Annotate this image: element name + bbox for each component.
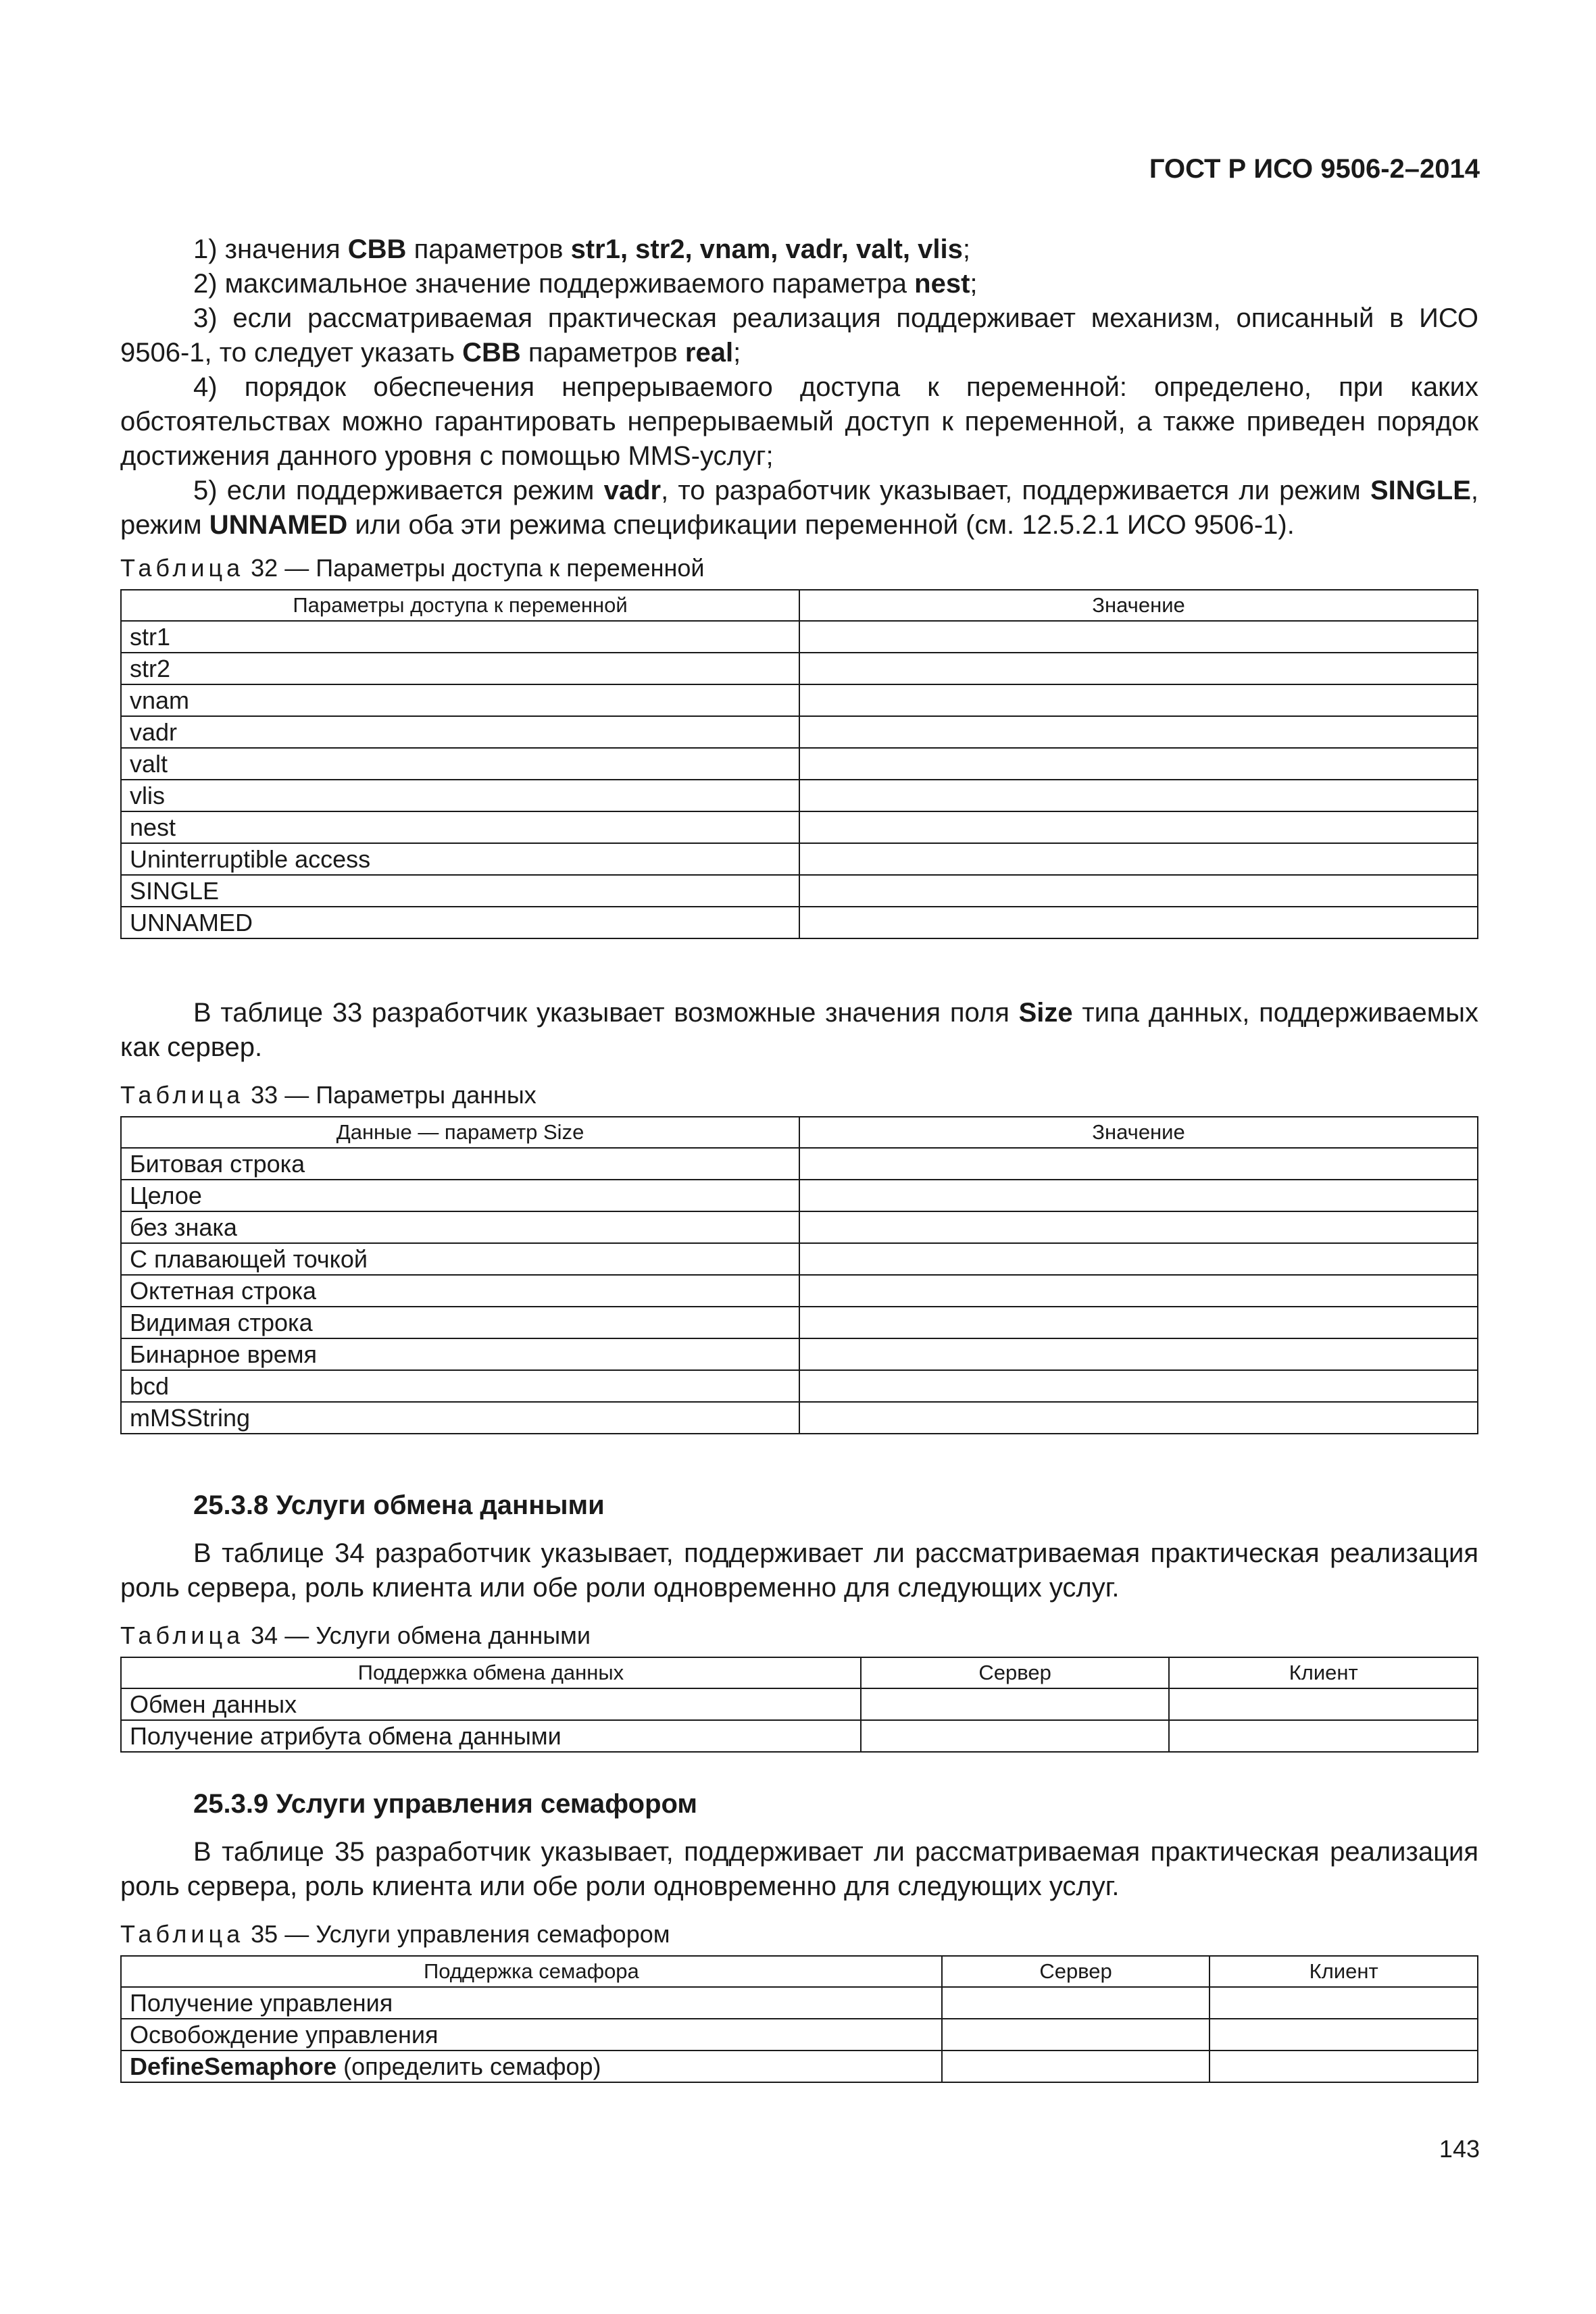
table-row <box>121 1688 1478 1720</box>
value-cell <box>799 1338 1478 1370</box>
table-header-row <box>121 1117 1478 1148</box>
column-header: Сервер <box>942 1956 1210 1987</box>
table-row <box>121 684 1478 716</box>
table-cell: vnam <box>121 684 799 716</box>
value-cell <box>799 1307 1478 1338</box>
table-cell: bcd <box>121 1370 799 1402</box>
table-row <box>121 621 1478 653</box>
value-cell <box>799 653 1478 684</box>
table-cell: valt <box>121 748 799 780</box>
table-row <box>121 1402 1478 1434</box>
value-cell <box>799 716 1478 748</box>
table-header-row <box>121 1956 1478 1987</box>
server-cell <box>942 2019 1210 2051</box>
table-cell: nest <box>121 811 799 843</box>
table-row <box>121 1307 1478 1338</box>
column-header: Значение <box>799 1117 1478 1148</box>
table-cell: С плавающей точкой <box>121 1243 799 1275</box>
intro-list <box>120 232 1478 543</box>
value-cell <box>799 780 1478 811</box>
column-header: Поддержка семафора <box>121 1956 942 1987</box>
paragraph-text: В таблице 35 разработчик указывает, поддерживает ли рассматриваемая практическая реализация роль сервера, роль клиента или обе роли одновременно для следующих услуг. <box>120 1837 1478 1901</box>
table-row <box>121 1338 1478 1370</box>
table-cell: Uninterruptible access <box>121 843 799 875</box>
table-row <box>121 1275 1478 1307</box>
column-header: Значение <box>799 590 1478 621</box>
paragraph-33 <box>120 996 1478 1065</box>
column-header: Параметры доступа к переменной <box>121 590 799 621</box>
list-item-3: 3) если рассматриваемая практическая реализация поддерживает механизм, описанный в ИСО 9506-1, то следует указать CBB параметров real; <box>120 303 1478 368</box>
table-cell: Освобождение управления <box>121 2019 942 2051</box>
client-cell <box>1169 1720 1478 1752</box>
table-row <box>121 780 1478 811</box>
paragraph-text: В таблице 34 разработчик указывает, поддерживает ли рассматриваемая практическая реализация роль сервера, роль клиента или обе роли одновременно для следующих услуг. <box>120 1538 1478 1603</box>
list-item-5: 5) если поддерживается режим vadr, то разработчик указывает, поддерживается ли режим SINGLE, режим UNNAMED или оба эти режима спецификации переменной (см. 12.5.2.1 ИСО 9506-1). <box>120 476 1478 540</box>
client-cell <box>1210 1987 1478 2019</box>
column-header: Клиент <box>1169 1657 1478 1688</box>
table-row <box>121 907 1478 938</box>
value-cell <box>799 1211 1478 1243</box>
value-cell <box>799 748 1478 780</box>
table-cell: Октетная строка <box>121 1275 799 1307</box>
server-cell <box>861 1688 1170 1720</box>
table-32 <box>120 589 1478 939</box>
table-row <box>121 1211 1478 1243</box>
standard-header: ГОСТ Р ИСО 9506-2–2014 <box>1149 154 1480 184</box>
table-row <box>121 748 1478 780</box>
table-row <box>121 653 1478 684</box>
table-row <box>121 1243 1478 1275</box>
table-34-caption: Таблица 34 — Услуги обмена данными <box>120 1621 591 1649</box>
table-row <box>121 2019 1478 2051</box>
table-cell: Бинарное время <box>121 1338 799 1370</box>
paragraph-text: В таблице 33 разработчик указывает возможные значения поля Size типа данных, поддерживаемых как сервер. <box>120 998 1478 1062</box>
column-header: Клиент <box>1210 1956 1478 1987</box>
list-item-4: 4) порядок обеспечения непрерываемого доступа к переменной: определено, при каких обстоятельствах можно гарантировать непрерываемый доступ к переменной, а также приведен порядок достижения данного уровня с помощью MMS-услуг; <box>120 372 1478 471</box>
table-33-caption: Таблица 33 — Параметры данных <box>120 1081 537 1109</box>
column-header: Сервер <box>861 1657 1170 1688</box>
value-cell <box>799 875 1478 907</box>
table-cell: str1 <box>121 621 799 653</box>
server-cell <box>942 2051 1210 2082</box>
table-33 <box>120 1116 1478 1434</box>
page-number: 143 <box>1439 2135 1480 2163</box>
section-25-3-8-text <box>120 1536 1478 1605</box>
table-cell: str2 <box>121 653 799 684</box>
client-cell <box>1169 1688 1478 1720</box>
value-cell <box>799 843 1478 875</box>
table-row <box>121 1987 1478 2019</box>
table-row <box>121 843 1478 875</box>
value-cell <box>799 684 1478 716</box>
table-cell: Получение атрибута обмена данными <box>121 1720 861 1752</box>
table-header-row <box>121 1657 1478 1688</box>
table-35-caption: Таблица 35 — Услуги управления семафором <box>120 1920 670 1948</box>
table-cell: UNNAMED <box>121 907 799 938</box>
table-34 <box>120 1657 1478 1753</box>
value-cell <box>799 1275 1478 1307</box>
table-row <box>121 1370 1478 1402</box>
table-row <box>121 875 1478 907</box>
list-item-2: 2) максимальное значение поддерживаемого параметра nest; <box>193 269 978 299</box>
section-heading-25-3-8: 25.3.8 Услуги обмена данными <box>193 1490 605 1520</box>
value-cell <box>799 811 1478 843</box>
table-row <box>121 2051 1478 2082</box>
table-cell: vlis <box>121 780 799 811</box>
server-cell <box>942 1987 1210 2019</box>
table-row <box>121 716 1478 748</box>
client-cell <box>1210 2019 1478 2051</box>
value-cell <box>799 1402 1478 1434</box>
table-cell: Целое <box>121 1180 799 1211</box>
value-cell <box>799 621 1478 653</box>
column-header: Данные — параметр Size <box>121 1117 799 1148</box>
column-header: Поддержка обмена данных <box>121 1657 861 1688</box>
list-item-1: 1) значения CBB параметров str1, str2, vnam, vadr, valt, vlis; <box>193 234 970 264</box>
section-heading-25-3-9: 25.3.9 Услуги управления семафором <box>193 1789 698 1819</box>
value-cell <box>799 1243 1478 1275</box>
table-cell: Битовая строка <box>121 1148 799 1180</box>
value-cell <box>799 1148 1478 1180</box>
table-cell: DefineSemaphore (определить семафор) <box>121 2051 942 2082</box>
table-row <box>121 1180 1478 1211</box>
section-25-3-9-text <box>120 1835 1478 1904</box>
table-35 <box>120 1955 1478 2083</box>
table-cell: без знака <box>121 1211 799 1243</box>
value-cell <box>799 1370 1478 1402</box>
table-header-row <box>121 590 1478 621</box>
table-cell: Получение управления <box>121 1987 942 2019</box>
value-cell <box>799 1180 1478 1211</box>
table-cell: vadr <box>121 716 799 748</box>
table-cell: SINGLE <box>121 875 799 907</box>
table-cell: Видимая строка <box>121 1307 799 1338</box>
table-row <box>121 811 1478 843</box>
client-cell <box>1210 2051 1478 2082</box>
table-row <box>121 1720 1478 1752</box>
table-cell: mMSString <box>121 1402 799 1434</box>
value-cell <box>799 907 1478 938</box>
table-row <box>121 1148 1478 1180</box>
server-cell <box>861 1720 1170 1752</box>
table-32-caption: Таблица 32 — Параметры доступа к переменной <box>120 554 705 582</box>
table-cell: Обмен данных <box>121 1688 861 1720</box>
